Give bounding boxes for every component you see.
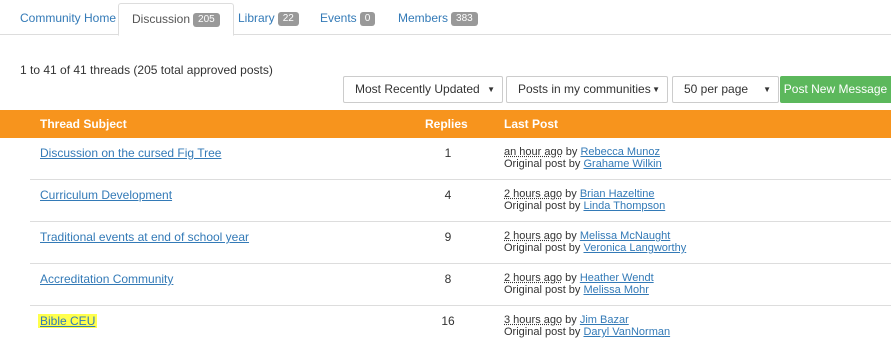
last-post-info <box>504 272 654 296</box>
reply-count: 4 <box>444 188 452 202</box>
chevron-down-icon: ▼ <box>763 85 771 94</box>
sort-select-value: Most Recently Updated <box>355 82 480 96</box>
tab-label: Events <box>320 11 357 25</box>
last-post-author-link[interactable]: Heather Wendt <box>579 272 654 284</box>
original-post-label: Original post by <box>504 242 584 254</box>
tab-label: Community Home <box>20 11 117 25</box>
last-post-author-link[interactable]: Rebecca Munoz <box>580 146 660 158</box>
by-label: by <box>562 146 581 158</box>
original-post-label: Original post by <box>504 326 584 338</box>
tab-label: Discussion <box>132 12 191 26</box>
reply-count: 16 <box>441 314 455 328</box>
tab-members[interactable] <box>398 3 478 36</box>
chevron-down-icon: ▼ <box>487 85 495 94</box>
by-label: by <box>562 188 580 200</box>
tab-bar <box>0 0 891 35</box>
last-post-info <box>504 230 686 254</box>
chevron-down-icon: ▼ <box>652 85 660 94</box>
original-post-author-link[interactable]: Grahame Wilkin <box>583 158 662 170</box>
tab-label: Library <box>238 11 275 25</box>
original-post-label: Original post by <box>504 200 584 212</box>
table-row <box>30 138 891 180</box>
count-badge: 383 <box>451 12 478 26</box>
by-label: by <box>562 272 580 284</box>
thread-subject-link[interactable]: Discussion on the cursed Fig Tree <box>40 146 222 160</box>
last-post-time: 2 hours ago <box>504 188 563 200</box>
column-header-last-post: Last Post <box>504 117 559 131</box>
last-post-author-link[interactable]: Brian Hazeltine <box>579 188 655 200</box>
per-page-select-value: 50 per page <box>684 82 749 96</box>
count-badge: 0 <box>360 12 376 26</box>
tab-label: Members <box>398 11 449 25</box>
reply-count: 9 <box>444 230 452 244</box>
last-post-time: 2 hours ago <box>504 230 563 242</box>
by-label: by <box>562 230 580 242</box>
table-row <box>30 306 891 344</box>
table-row <box>30 180 891 222</box>
thread-subject-link[interactable]: Traditional events at end of school year <box>40 230 250 244</box>
last-post-time: 2 hours ago <box>504 272 563 284</box>
last-post-info <box>504 314 670 338</box>
thread-subject-link[interactable]: Bible CEU <box>40 314 96 328</box>
column-header-replies: Replies <box>425 117 468 131</box>
table-row <box>30 222 891 264</box>
tab-library[interactable] <box>238 3 299 36</box>
last-post-info <box>504 146 662 170</box>
filter-select-value: Posts in my communities <box>518 82 651 96</box>
last-post-time: an hour ago <box>504 146 563 158</box>
by-label: by <box>562 314 580 326</box>
original-post-label: Original post by <box>504 284 584 296</box>
last-post-author-link[interactable]: Melissa McNaught <box>579 230 671 242</box>
filter-select[interactable] <box>506 76 668 103</box>
thread-count-summary: 1 to 41 of 41 threads (205 total approved posts) <box>20 63 273 77</box>
tab-community-home[interactable] <box>20 3 116 36</box>
reply-count: 1 <box>444 146 452 160</box>
original-post-author-link[interactable]: Linda Thompson <box>583 200 666 212</box>
original-post-author-link[interactable]: Veronica Langworthy <box>583 242 687 254</box>
column-header-subject: Thread Subject <box>40 117 127 131</box>
tab-events[interactable] <box>320 3 375 36</box>
table-row <box>30 264 891 306</box>
count-badge: 205 <box>193 13 220 27</box>
original-post-author-link[interactable]: Melissa Mohr <box>583 284 649 296</box>
thread-subject-link[interactable]: Curriculum Development <box>40 188 173 202</box>
last-post-info <box>504 188 665 212</box>
post-new-message-button[interactable]: Post New Message <box>780 76 891 103</box>
table-header <box>0 110 891 138</box>
reply-count: 8 <box>444 272 452 286</box>
thread-subject-link[interactable]: Accreditation Community <box>40 272 174 286</box>
sort-select[interactable] <box>343 76 503 103</box>
last-post-author-link[interactable]: Jim Bazar <box>579 314 629 326</box>
tab-discussion[interactable] <box>118 3 234 36</box>
last-post-time: 3 hours ago <box>504 314 563 326</box>
per-page-select[interactable] <box>672 76 779 103</box>
original-post-label: Original post by <box>504 158 584 170</box>
count-badge: 22 <box>278 12 299 26</box>
original-post-author-link[interactable]: Daryl VanNorman <box>583 326 671 338</box>
